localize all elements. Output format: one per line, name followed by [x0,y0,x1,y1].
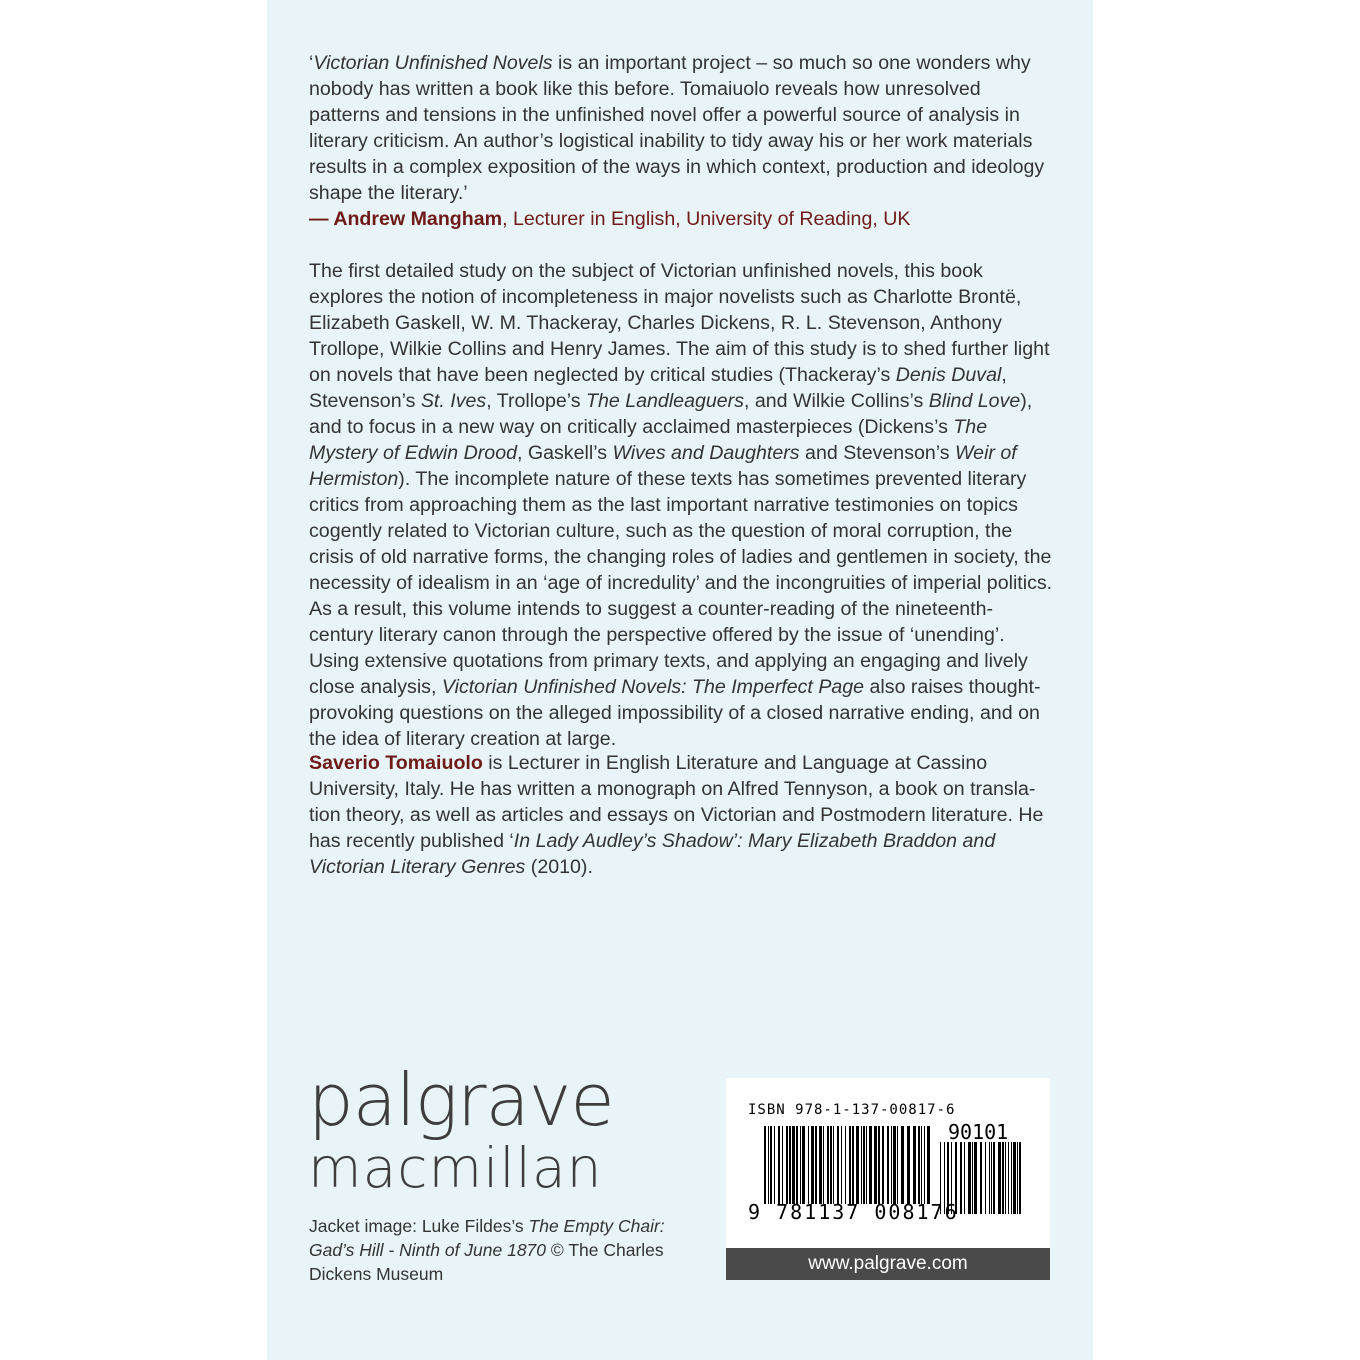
reviewer-name: Andrew Mangham [333,208,503,230]
description-paragraph [309,258,1054,752]
quote-open-mark: ‘ [309,52,314,74]
author-bio [309,750,1054,880]
desc-title-2: St. Ives [420,390,487,412]
barcode-bar [968,1142,971,1214]
desc-text-2: , Stevenson’s [309,364,1007,412]
barcode-bar [869,1126,872,1204]
desc-title-7: Weir of Hermiston [309,442,1017,490]
barcode-bar [811,1126,814,1204]
bio-paragraph [309,750,1054,880]
quote-body: is an important project – so much so one wonders why nobody has written a book like this before. Tomaiuolo reveals how unresolved patterns and tensions in the unfinished novel offer a powerful source of analysis in literary criticism. An author’s logistical inability to tidy away his or her work materials results in a complex exposition of the ways in which context, production and ideology shape the literary.’ [309,52,1045,204]
barcode-bar [823,1126,824,1204]
barcode-bar [964,1142,965,1214]
barcode-bar [913,1126,916,1204]
barcode-bar [897,1126,898,1204]
barcode-bar [1011,1142,1012,1214]
barcode-bar [918,1126,920,1204]
desc-title-5: The Mystery of Edwin Drood [309,416,988,464]
desc-text-6: , Gaskell’s [516,442,613,464]
barcode-bar [849,1126,851,1204]
desc-text-9: also raises thought-provoking questions on the alleged impossibility of a closed narrative ending, and on the idea of literary creation at large. [309,676,1041,750]
publisher-logo-line2: macmillan [308,1136,603,1200]
quote-attribution [309,206,1054,232]
desc-title-6: Wives and Daughters [612,442,800,464]
barcode-bar [808,1126,809,1204]
barcode-bar [991,1142,992,1214]
barcode-bar [764,1126,766,1204]
barcode-bar [852,1126,854,1204]
barcode-bar [830,1126,832,1204]
barcode-bar [796,1126,798,1204]
barcode-bar [985,1142,986,1214]
desc-text-8: ). The incomplete nature of these texts has sometimes prevented literary critics from approaching them as the last important narrative testimonies on topics cogently related to Victorian culture, such as the question of moral corruption, the crisis of old narrative forms, the changing roles of ladies and gentlemen in society, the necessity of idealism in an ‘age of incredulity’ and the incongruities of imperial politics. As a result, this volume intends to suggest a counter-reading of the nineteenth-century literary canon through the perspective offered by the issue of ‘unending’. Using extensive quotations from primary texts, and applying an engaging and lively close analysis, [309,468,1053,698]
barcode-bar [861,1126,862,1204]
barcode-bar [1005,1142,1006,1214]
quote-text [309,50,1054,206]
barcode-bar [998,1142,1001,1214]
publisher-website[interactable]: www.palgrave.com [726,1248,1050,1280]
book-description [309,258,1054,752]
barcode-bar [786,1126,788,1204]
publisher-logo-line1: palgrave [308,1058,614,1142]
ean-digits-label: 9 781137 008176 [748,1200,959,1224]
barcode-bar [974,1142,977,1214]
desc-text-5: ), and to focus in a new way on critically acclaimed masterpieces (Dickens’s [309,390,1033,438]
isbn-label: ISBN 978-1-137-00817-6 [748,1102,956,1118]
barcode-bar [893,1126,896,1204]
desc-title-8: Victorian Unfinished Novels: The Imperfect Page [441,676,865,698]
review-quote [309,50,1054,232]
quote-book-title: Victorian Unfinished Novels [313,52,553,74]
desc-title-3: The Landleaguers [586,390,744,412]
desc-title-1: Denis Duval [895,364,1002,386]
bio-text-2: (2010). [525,856,593,878]
barcode-bar [845,1126,846,1204]
bio-text-1: is Lecturer in English Literature and Language at Cassino University, Italy. He has written a monograph on Alfred Tennyson, a book on transla-tion theory, as well as articles and essays on Victorian and Postmodern literature. He has recently published ‘ [309,752,1044,852]
barcode-bar [1008,1142,1009,1214]
barcode-bar [827,1126,829,1204]
credit-text-2: © The Charles Dickens Museum [309,1240,664,1284]
barcode-bar [800,1126,801,1204]
barcode-bar [989,1142,990,1214]
barcode-bar [815,1126,817,1204]
attribution-dash: — [309,208,334,230]
barcode-bar [874,1126,877,1204]
barcode-bar [980,1142,982,1214]
barcode-bar [993,1142,995,1214]
barcode-bar [907,1126,910,1204]
jacket-image-credit [309,1214,689,1286]
barcode-bar [833,1126,834,1204]
barcode-bar [837,1126,839,1204]
barcode-bar [1019,1142,1021,1214]
barcode-bar [1013,1142,1016,1214]
desc-text-7: and Stevenson’s [799,442,956,464]
barcode-bar [770,1126,772,1204]
barcode-bar [782,1126,783,1204]
barcode-bar [921,1126,922,1204]
desc-text-4: , and Wilkie Collins’s [744,390,929,412]
barcode-bar [882,1126,884,1204]
barcode-bar [891,1126,892,1204]
barcode-bar [789,1126,791,1204]
barcode-bar [866,1126,867,1204]
barcode-bar [1002,1142,1004,1214]
author-name: Saverio Tomaiuolo [309,752,483,774]
barcode-bar [927,1126,930,1204]
desc-text-3: , Trollope’s [486,390,587,412]
barcode-bar [887,1126,889,1204]
bio-title: In Lady Audley’s Shadow’: Mary Elizabeth Braddon and Victorian Literary Genres [309,830,996,878]
credit-text-1: Jacket image: Luke Fildes’s [309,1216,529,1236]
isbn-barcode [726,1078,1050,1248]
barcode-bar [792,1126,795,1204]
barcode-bar [819,1126,822,1204]
barcode-bar [960,1142,962,1214]
price-code-label: 90101 [948,1120,1009,1144]
barcode-bar [863,1126,865,1204]
barcode-bar [768,1126,769,1204]
barcode-bar [901,1126,904,1204]
reviewer-affiliation: , Lecturer in English, University of Reading, UK [502,208,911,230]
barcode-bar [802,1126,805,1204]
desc-text-1: The first detailed study on the subject of Victorian unfinished novels, this book explores the notion of incompleteness in major novelists such as Charlotte Brontë, Elizabeth Gaskell, W. M. Thackeray, Charles Dickens, R. L. Stevenson, Anthony Trollope, Wilkie Collins and Henry James. The aim of this study is to shed further light on novels that have been neglected by critical studies (Thackeray’s [309,260,1050,386]
barcode-bar [856,1126,859,1204]
barcode-bar [972,1142,973,1214]
barcode-bar [1017,1142,1018,1214]
barcode-bar [878,1126,880,1204]
barcode-bar [841,1126,842,1204]
credit-artwork-title: The Empty Chair: Gad’s Hill - Ninth of June 1870 [309,1216,665,1260]
barcode-bar [778,1126,780,1204]
barcode-bar [924,1126,925,1204]
barcode-bar [774,1126,775,1204]
desc-title-4: Blind Love [928,390,1021,412]
